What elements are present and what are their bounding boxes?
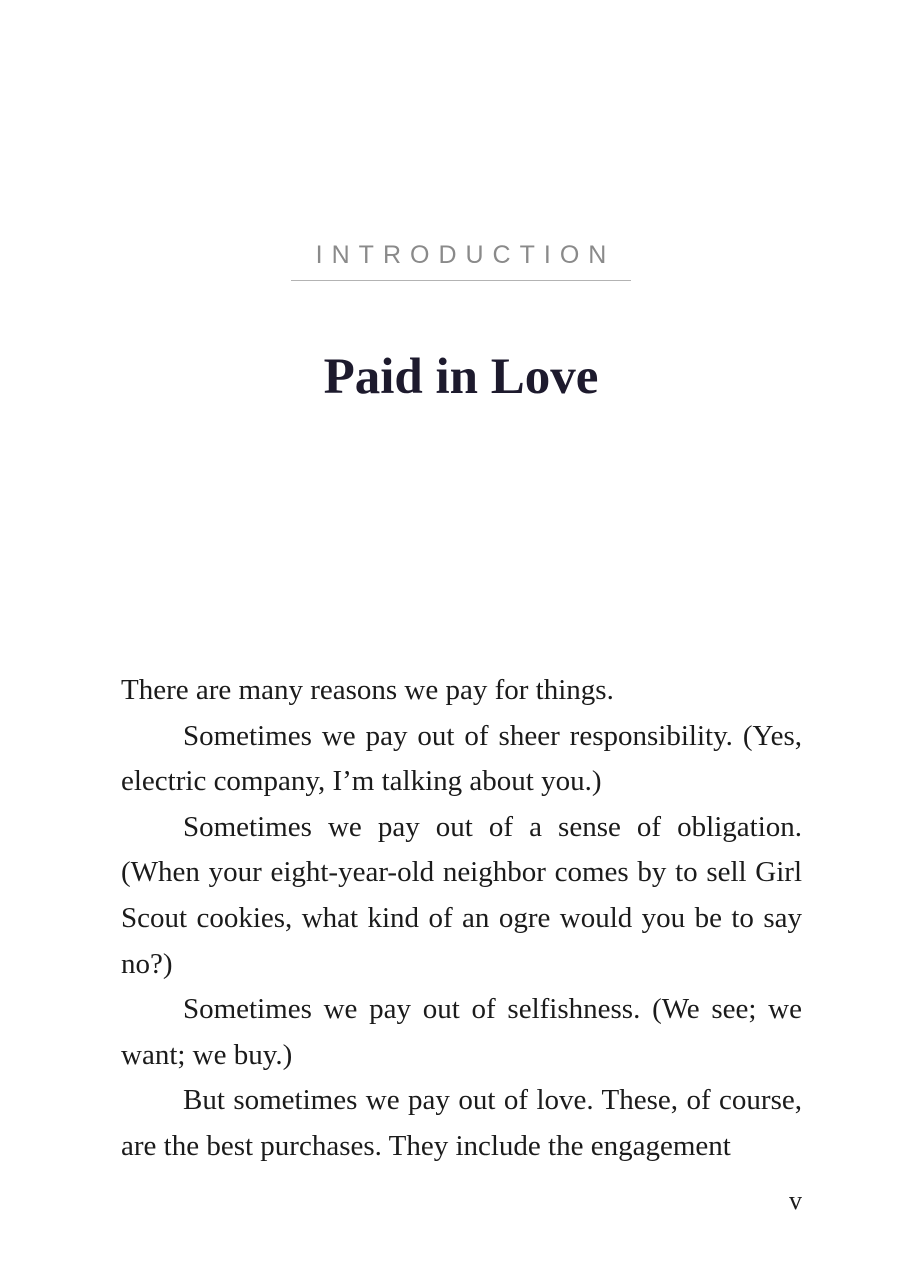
paragraph: There are many reasons we pay for things. bbox=[121, 674, 614, 706]
section-kicker: INTRODUCTION bbox=[315, 241, 616, 269]
paragraph: Sometimes we pay out of a sense of obligation. (When your eight-year-old neighbor comes by to sell Girl Scout cookies, what kind of an ogre would you be to say no?) bbox=[121, 810, 802, 980]
page-number: v bbox=[789, 1186, 802, 1215]
paragraph: But sometimes we pay out of love. These, of course, are the best purchases. They include the engagement bbox=[121, 1084, 802, 1162]
body-text-block bbox=[121, 668, 802, 1170]
paragraph: Sometimes we pay out of selfishness. (We see; we want; we buy.) bbox=[121, 993, 802, 1071]
kicker-divider-rule bbox=[291, 280, 631, 281]
paragraph: Sometimes we pay out of sheer responsibility. (Yes, electric company, I’m talking about you.) bbox=[121, 719, 802, 798]
chapter-title: Paid in Love bbox=[323, 349, 599, 405]
